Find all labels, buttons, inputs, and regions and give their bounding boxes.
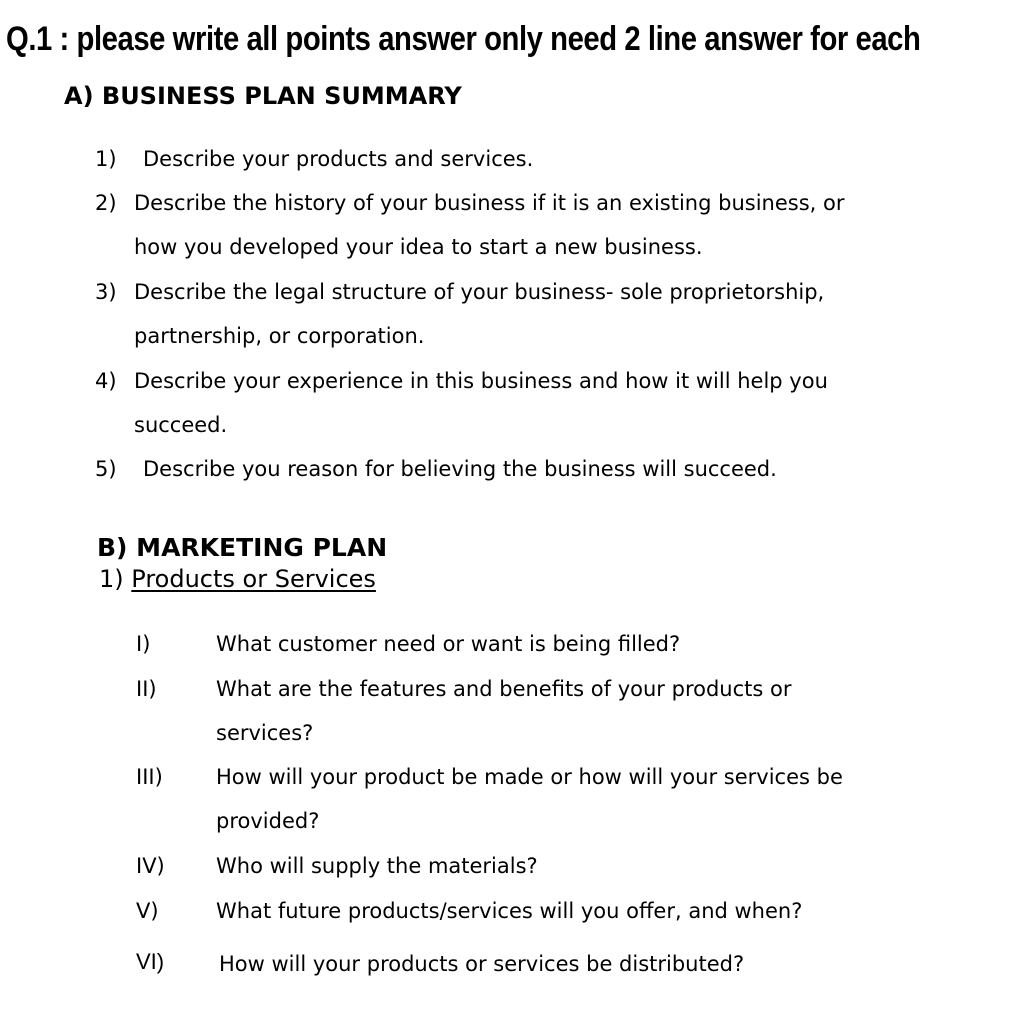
item-text: Describe you reason for believing the business will succeed. bbox=[143, 457, 777, 481]
item-text: Describe your experience in this business and how it will help you succeed. bbox=[134, 369, 828, 437]
item-text: What future products/services will you offer, and when? bbox=[216, 899, 803, 923]
item-text: Describe the history of your business if it is an existing business, or how you developed your idea to start a new business. bbox=[134, 191, 845, 259]
item-text: What are the features and benefits of your products or services? bbox=[216, 677, 792, 745]
item-number: V) bbox=[136, 899, 159, 923]
subsection-label: Products or Services bbox=[131, 565, 376, 593]
item-number: III) bbox=[136, 765, 163, 789]
section-b-heading: B) MARKETING PLAN bbox=[97, 533, 388, 562]
item-number: VI) bbox=[136, 949, 165, 974]
item-number: II) bbox=[136, 677, 157, 701]
subsection-number: 1) bbox=[99, 565, 124, 593]
item-number: 2) bbox=[95, 191, 117, 215]
question-title: Q.1 : please write all points answer only need 2 line answer for each bbox=[6, 20, 921, 58]
item-text: Describe the legal structure of your business- sole proprietorship, partnership, or corporation. bbox=[134, 280, 825, 348]
item-number: 3) bbox=[95, 280, 117, 304]
item-text: How will your products or services be distributed? bbox=[219, 952, 745, 976]
item-text: Describe your products and services. bbox=[143, 147, 534, 171]
subsection-heading bbox=[99, 565, 376, 593]
item-number: 4) bbox=[95, 369, 117, 393]
item-number: IV) bbox=[136, 854, 165, 878]
item-text: Who will supply the materials? bbox=[216, 854, 538, 878]
section-a-heading: A) BUSINESS PLAN SUMMARY bbox=[64, 82, 462, 110]
item-text: How will your product be made or how will your services be provided? bbox=[216, 765, 843, 833]
item-text: What customer need or want is being filled? bbox=[216, 632, 681, 656]
item-number: I) bbox=[136, 632, 151, 656]
item-number: 5) bbox=[95, 457, 117, 481]
item-number: 1) bbox=[95, 147, 117, 171]
